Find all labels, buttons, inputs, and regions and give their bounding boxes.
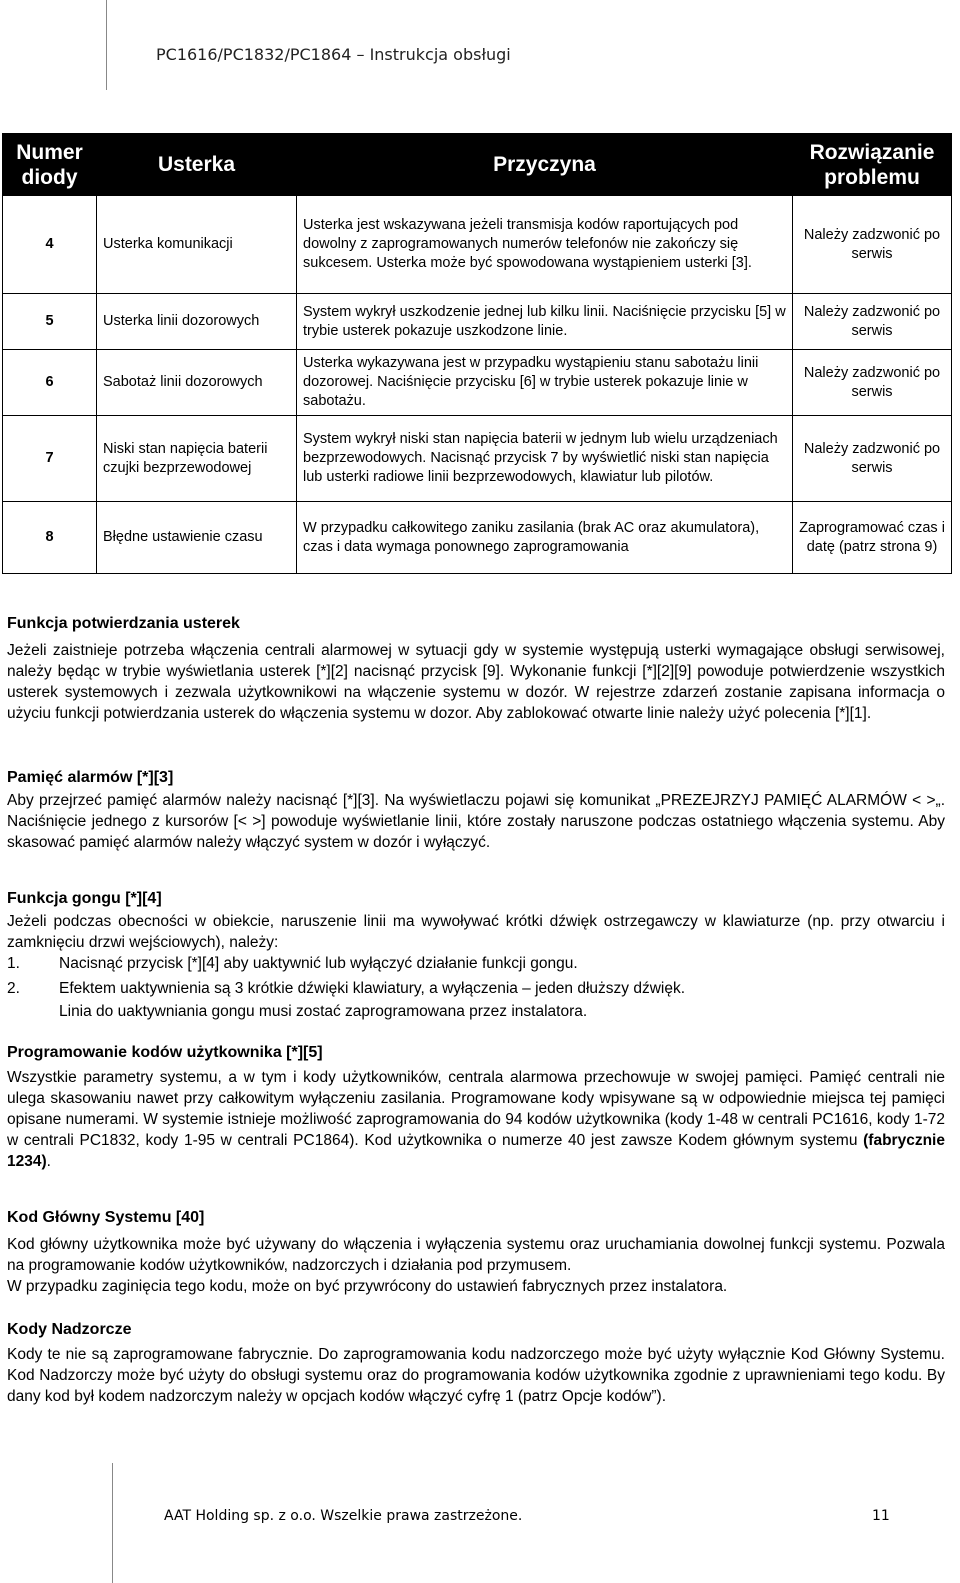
fault-cause: System wykrył niski stan napięcia baterii w jednym lub wielu urządzeniach bezprzewodowych. Nacisnąć przycisk 7 by wyświetlić niski stan napięcia lub usterki radiowe linii bezprzewodowych, klawiatur lub pilotów.	[297, 416, 793, 502]
fault-name: Usterka linii dozorowych	[97, 294, 297, 350]
section-body: Jeżeli podczas obecności w obiekcie, naruszenie linii ma wywoływać krótki dźwięk ostrzegawczy w klawiaturze (np. przy otwarciu i zamknięciu drzwi wejściowych), należy:	[7, 913, 945, 951]
table-row	[3, 350, 952, 416]
list-text: Nacisnąć przycisk [*][4] aby uaktywnić lub wyłączyć działanie funkcji gongu.	[59, 955, 578, 972]
col-header-led: Numer diody	[3, 134, 97, 196]
section-title: Kody Nadzorcze	[7, 1321, 132, 1338]
col-header-cause: Przyczyna	[297, 134, 793, 196]
led-number: 4	[3, 196, 97, 294]
led-number: 8	[3, 502, 97, 574]
section-user-codes	[7, 1042, 945, 1172]
fault-name: Niski stan napięcia baterii czujki bezprzewodowej	[97, 416, 297, 502]
section-title: Funkcja gongu [*][4]	[7, 890, 162, 907]
section-body-2: W przypadku zaginięcia tego kodu, może on być przywrócony do ustawień fabrycznych przez instalatora.	[7, 1278, 728, 1295]
col-header-solution: Rozwiązanie problemu	[793, 134, 952, 196]
section-chime	[7, 888, 945, 1022]
table-row	[3, 416, 952, 502]
section-title: Programowanie kodów użytkownika [*][5]	[7, 1044, 323, 1061]
fault-solution: Zaprogramować czas i datę (patrz strona 9)	[793, 502, 952, 574]
led-number: 5	[3, 294, 97, 350]
fault-solution: Należy zadzwonić po serwis	[793, 294, 952, 350]
fault-solution: Należy zadzwonić po serwis	[793, 350, 952, 416]
section-supervisor-codes	[7, 1319, 945, 1407]
section-body: Kod główny użytkownika może być używany do włączenia i wyłączenia systemu oraz uruchamiania dowolnej funkcji systemu. Pozwala na programowanie kodów użytkowników, nadzorczych i działania pod przymusem.	[7, 1236, 945, 1274]
page-number: 11	[872, 1508, 890, 1524]
fault-cause: System wykrył uszkodzenie jednej lub kilku linii. Naciśnięcie przycisku [5] w trybie usterek pokazuje uszkodzone linie.	[297, 294, 793, 350]
fault-name: Błędne ustawienie czasu	[97, 502, 297, 574]
fault-cause: Usterka jest wskazywana jeżeli transmisja kodów raportujących pod dowolny z zaprogramowanych numerów telefonów nie zakończy się sukcesem. Usterka może być spowodowana wystąpieniem usterki [3].	[297, 196, 793, 294]
fault-name: Usterka komunikacji	[97, 196, 297, 294]
section-body	[7, 1067, 945, 1172]
section-note: Linia do uaktywniania gongu musi zostać zaprogramowana przez instalatora.	[59, 1003, 588, 1020]
footer-divider	[112, 1463, 113, 1583]
section-master-code	[7, 1207, 945, 1297]
section-alarm-memory	[7, 767, 945, 853]
section-body: Jeżeli zaistnieje potrzeba włączenia centrali alarmowej w sytuacji gdy w systemie występują usterki wymagające obsługi serwisowej, należy będąc w trybie wyświetlania usterek [*][2] nacisnąć przycisk [9]. Wykonanie funkcji [*][2][9] powoduje potwierdzenie wszystkich usterek systemowych i zezwala użytkownikowi na włączenie systemu w dozór. W rejestrze zdarzeń zostanie zapisana informacja o użyciu funkcji potwierdzania usterek do włączenia systemu w dozor. Aby zablokować otwarte linie należy użyć polecenia [*][1].	[7, 642, 945, 722]
page-header-title: PC1616/PC1832/PC1864 – Instrukcja obsługi	[156, 45, 511, 64]
section-title: Funkcja potwierdzania usterek	[7, 615, 240, 632]
fault-name: Sabotaż linii dozorowych	[97, 350, 297, 416]
led-number: 7	[3, 416, 97, 502]
table-row	[3, 196, 952, 294]
led-number: 6	[3, 350, 97, 416]
table-row	[3, 294, 952, 350]
list-text: Efektem uaktywnienia są 3 krótkie dźwięki klawiatury, a wyłączenia – jeden dłuższy dźwięk.	[59, 980, 686, 997]
section-body: Aby przejrzeć pamięć alarmów należy nacisnąć [*][3]. Na wyświetlaczu pojawi się komunikat „PREZEJRZYJ PAMIĘĆ ALARMÓW < >„. Naciśnięcie jednego z kursorów [< >] powoduje wyświetlanie linii, które zostały naruszone podczas ostatniego włączenia systemu. Aby skasować pamięć alarmów należy włączyć system w dozór i wyłączyć.	[7, 792, 945, 851]
section-trouble-ack	[7, 613, 945, 724]
list-number: 2.	[7, 980, 20, 997]
list-item	[7, 953, 945, 974]
list-item	[7, 978, 945, 999]
footer-copyright: AAT Holding sp. z o.o. Wszelkie prawa zastrzeżone.	[164, 1508, 523, 1524]
table-header-row	[3, 134, 952, 196]
fault-solution: Należy zadzwonić po serwis	[793, 196, 952, 294]
col-header-fault: Usterka	[97, 134, 297, 196]
list-number: 1.	[7, 955, 20, 972]
fault-cause: Usterka wykazywana jest w przypadku wystąpieniu stanu sabotażu linii dozorowej. Naciśnięcie przycisku [6] w trybie usterek pokazuje linie w sabotażu.	[297, 350, 793, 416]
body-text: Wszystkie parametry systemu, a w tym i kody użytkowników, centrala alarmowa przechowuje w swojej pamięci. Pamięć centrali nie ulega skasowaniu nawet przy całkowitym wyłączeniu zasilania. Programowane kody wpisywane są w odpowiednie miejsca tej pamięci opisane numerami. W systemie istnieje możliwość zaprogramowania do 94 kodów użytkownika (kody 1-48 w centrali PC1616, kody 1-72 w centrali PC1832, kody 1-95 w centrali PC1864). Kod użytkownika o numerze 40 jest zawsze Kodem głównym systemu	[7, 1069, 945, 1149]
section-body: Kody te nie są zaprogramowane fabrycznie. Do zaprogramowania kodu nadzorczego może być użyty wyłącznie Kod Główny Systemu. Kod Nadzorczy może być użyty do obsługi systemu oraz do programowania kodów użytkownika zgodnie z uprawnieniami tego kodu. By dany kod był kodem nadzorczym należy w opcjach kodów włączyć cyfrę 1 (patrz Opcje kodów”).	[7, 1346, 945, 1405]
fault-table	[2, 133, 952, 574]
section-title: Kod Główny Systemu [40]	[7, 1209, 205, 1226]
fault-cause: W przypadku całkowitego zaniku zasilania (brak AC oraz akumulatora), czas i data wymaga ponownego zaprogramowania	[297, 502, 793, 574]
body-end: .	[46, 1153, 51, 1170]
table-row	[3, 502, 952, 574]
default-code: (fabrycznie 1234)	[7, 1132, 945, 1170]
fault-solution: Należy zadzwonić po serwis	[793, 416, 952, 502]
section-title: Pamięć alarmów [*][3]	[7, 769, 174, 786]
header-divider	[106, 0, 107, 90]
